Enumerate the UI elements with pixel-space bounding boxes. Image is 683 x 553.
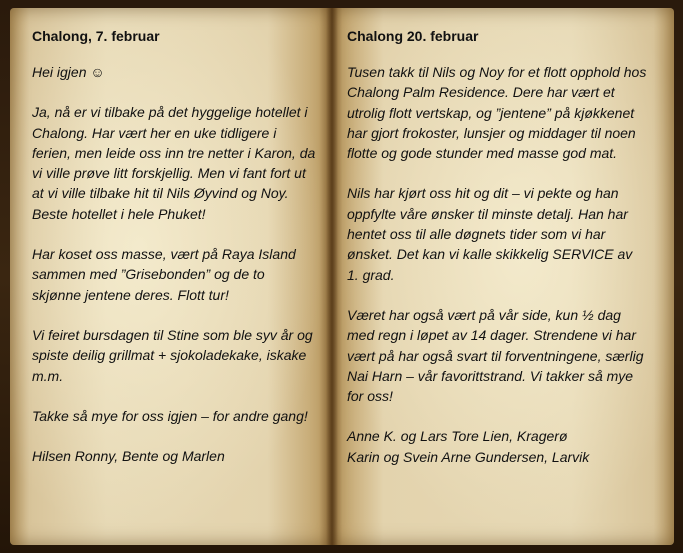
right-page (332, 8, 674, 545)
right-page-paragraph-3: Været har også vært på vår side, kun ½ dag med regn i løpet av 14 dager. Strendene vi har vært på har også svart til forventningene, særlig Nai Harn – vår favorittstrand. Vi takker så mye for oss! (347, 306, 644, 405)
right-page-content (347, 26, 647, 467)
left-page-paragraph-1: Ja, nå er vi tilbake på det hyggelige hotellet i Chalong. Har vært her en uke tidligere i ferien, men leide oss inn tre netter i Karon, da vi ville prøve litt forskjellig. Men vi fant fort ut at vi ville tilbake hit til Nils Øyvind og Noy. Beste hotellet i hele Phuket! (32, 104, 316, 222)
right-page-paragraph-1: Tusen takk til Nils og Noy for et flott opphold hos Chalong Palm Residence. Dere har vært et utrolig flott vertskap, og ”jentene” på kjøkkenet har gjort frokoster, lunsjer og middager til noen flotte og gode stunder med masse god mat. (347, 64, 647, 162)
left-page-content (32, 26, 317, 466)
right-page-signature-1: Anne K. og Lars Tore Lien, Kragerø (347, 428, 568, 445)
left-page-paragraph-3: Vi feiret bursdagen til Stine som ble syv år og spiste deilig grillmat + sjokoladekake, iskake m.m. (32, 326, 313, 384)
left-page (10, 8, 332, 545)
left-page-paragraph-4: Takke så mye for oss igjen – for andre gang! (32, 407, 308, 424)
right-page-heading: Chalong 20. februar (347, 28, 479, 44)
left-page-greeting: Hei igjen ☺ (32, 64, 105, 80)
left-page-paragraph-2: Har koset oss masse, vært på Raya Island sammen med ”Grisebonden” og de to skjønne jentene deres. Flott tur! (32, 246, 296, 303)
book-spine-shadow (326, 8, 338, 545)
right-page-signature-2: Karin og Svein Arne Gundersen, Larvik (347, 448, 590, 465)
left-page-signature: Hilsen Ronny, Bente og Marlen (32, 448, 225, 465)
left-page-heading: Chalong, 7. februar (32, 28, 160, 44)
right-page-paragraph-2: Nils har kjørt oss hit og dit – vi pekte og han oppfylte våre ønsker til minste detalj. Han har hentet oss til alle døgnets tider som vi har ønsket. Det kan vi kalle skikkelig SERVICE av 1. grad. (347, 185, 633, 283)
